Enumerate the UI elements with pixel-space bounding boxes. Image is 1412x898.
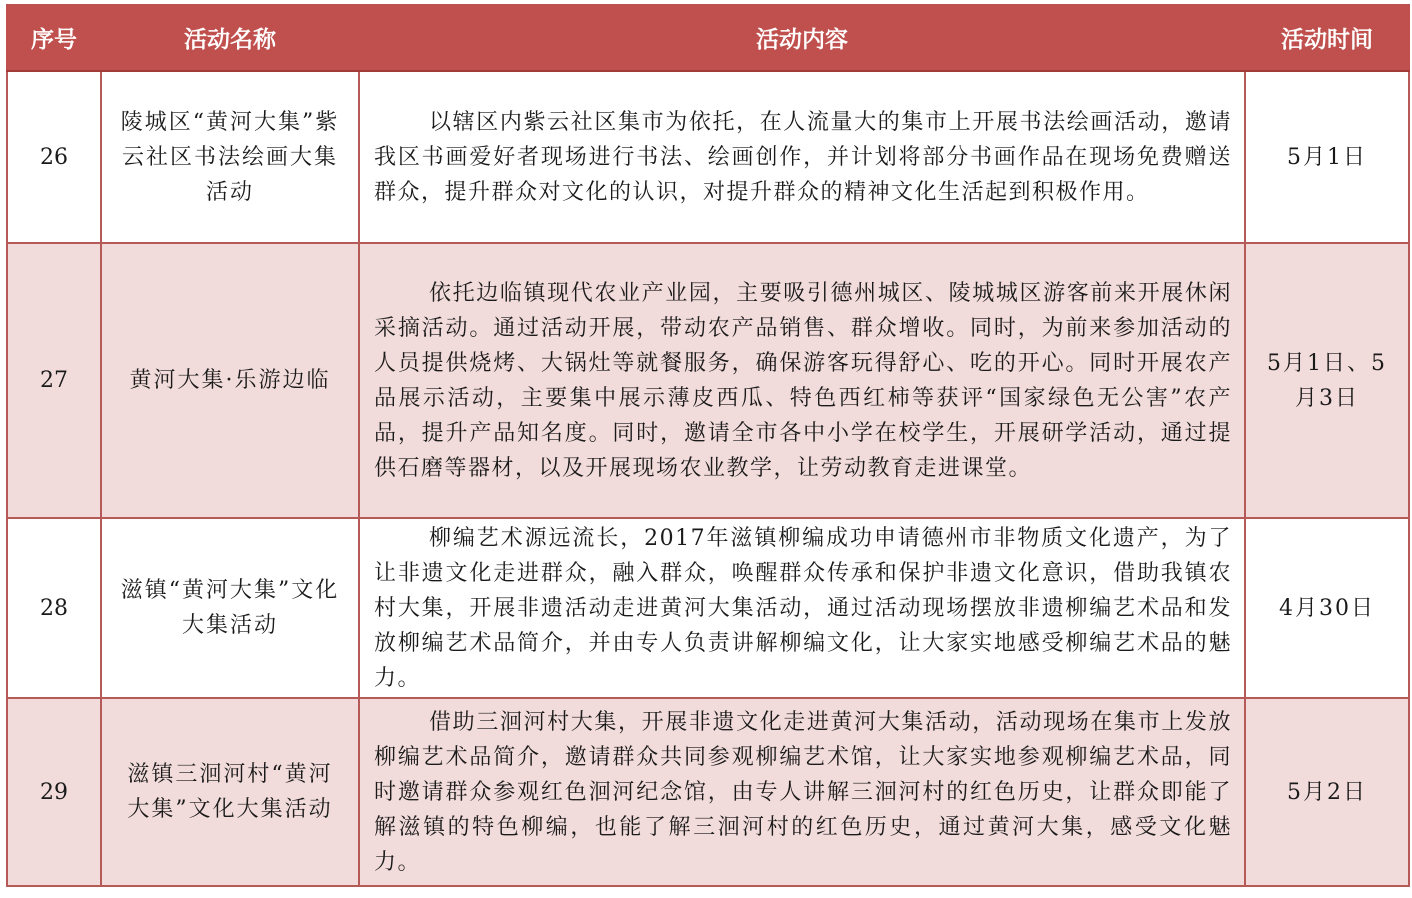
cell-activity-time: 4月30日 — [1245, 518, 1409, 698]
cell-activity-content: 柳编艺术源远流长，2017年滋镇柳编成功申请德州市非物质文化遗产，为了让非遗文化走进群众，融入群众，唤醒群众传承和保护非遗文化意识，借助我镇农村大集，开展非遗活动走进黄河大集活动，通过活动现场摆放非遗柳编艺术品和发放柳编艺术品简介，并由专人负责讲解柳编文化，让大家实地感受柳编艺术品的魅力。 — [359, 518, 1245, 698]
header-activity-name: 活动名称 — [101, 4, 359, 71]
cell-activity-name: 黄河大集·乐游边临 — [101, 243, 359, 518]
cell-activity-time: 5月1日、5月3日 — [1245, 243, 1409, 518]
cell-serial: 27 — [7, 243, 101, 518]
cell-serial: 28 — [7, 518, 101, 698]
table-row — [7, 71, 1409, 243]
activity-table — [6, 4, 1410, 887]
cell-serial: 29 — [7, 698, 101, 886]
table-row — [7, 518, 1409, 698]
header-serial: 序号 — [7, 4, 101, 71]
activity-table-container — [6, 4, 1408, 887]
table-row — [7, 243, 1409, 518]
header-activity-content: 活动内容 — [359, 4, 1245, 71]
cell-activity-content: 依托边临镇现代农业产业园，主要吸引德州城区、陵城城区游客前来开展休闲采摘活动。通过活动开展，带动农产品销售、群众增收。同时，为前来参加活动的人员提供烧烤、大锅灶等就餐服务，确保游客玩得舒心、吃的开心。同时开展农产品展示活动，主要集中展示薄皮西瓜、特色西红柿等获评“国家绿色无公害”农产品，提升产品知名度。同时，邀请全市各中小学在校学生，开展研学活动，通过提供石磨等器材，以及开展现场农业教学，让劳动教育走进课堂。 — [359, 243, 1245, 518]
cell-activity-content: 借助三洄河村大集，开展非遗文化走进黄河大集活动，活动现场在集市上发放柳编艺术品简介，邀请群众共同参观柳编艺术馆，让大家实地参观柳编艺术品，同时邀请群众参观红色洄河纪念馆，由专人讲解三洄河村的红色历史，让群众即能了解滋镇的特色柳编，也能了解三洄河村的红色历史，通过黄河大集，感受文化魅力。 — [359, 698, 1245, 886]
table-row — [7, 698, 1409, 886]
cell-activity-time: 5月1日 — [1245, 71, 1409, 243]
table-header-row — [7, 4, 1409, 71]
cell-activity-name: 滋镇“黄河大集”文化大集活动 — [101, 518, 359, 698]
cell-serial: 26 — [7, 71, 101, 243]
header-activity-time: 活动时间 — [1245, 4, 1409, 71]
cell-activity-time: 5月2日 — [1245, 698, 1409, 886]
cell-activity-name: 滋镇三洄河村“黄河大集”文化大集活动 — [101, 698, 359, 886]
cell-activity-content: 以辖区内紫云社区集市为依托，在人流量大的集市上开展书法绘画活动，邀请我区书画爱好者现场进行书法、绘画创作，并计划将部分书画作品在现场免费赠送群众，提升群众对文化的认识，对提升群众的精神文化生活起到积极作用。 — [359, 71, 1245, 243]
cell-activity-name: 陵城区“黄河大集”紫云社区书法绘画大集活动 — [101, 71, 359, 243]
